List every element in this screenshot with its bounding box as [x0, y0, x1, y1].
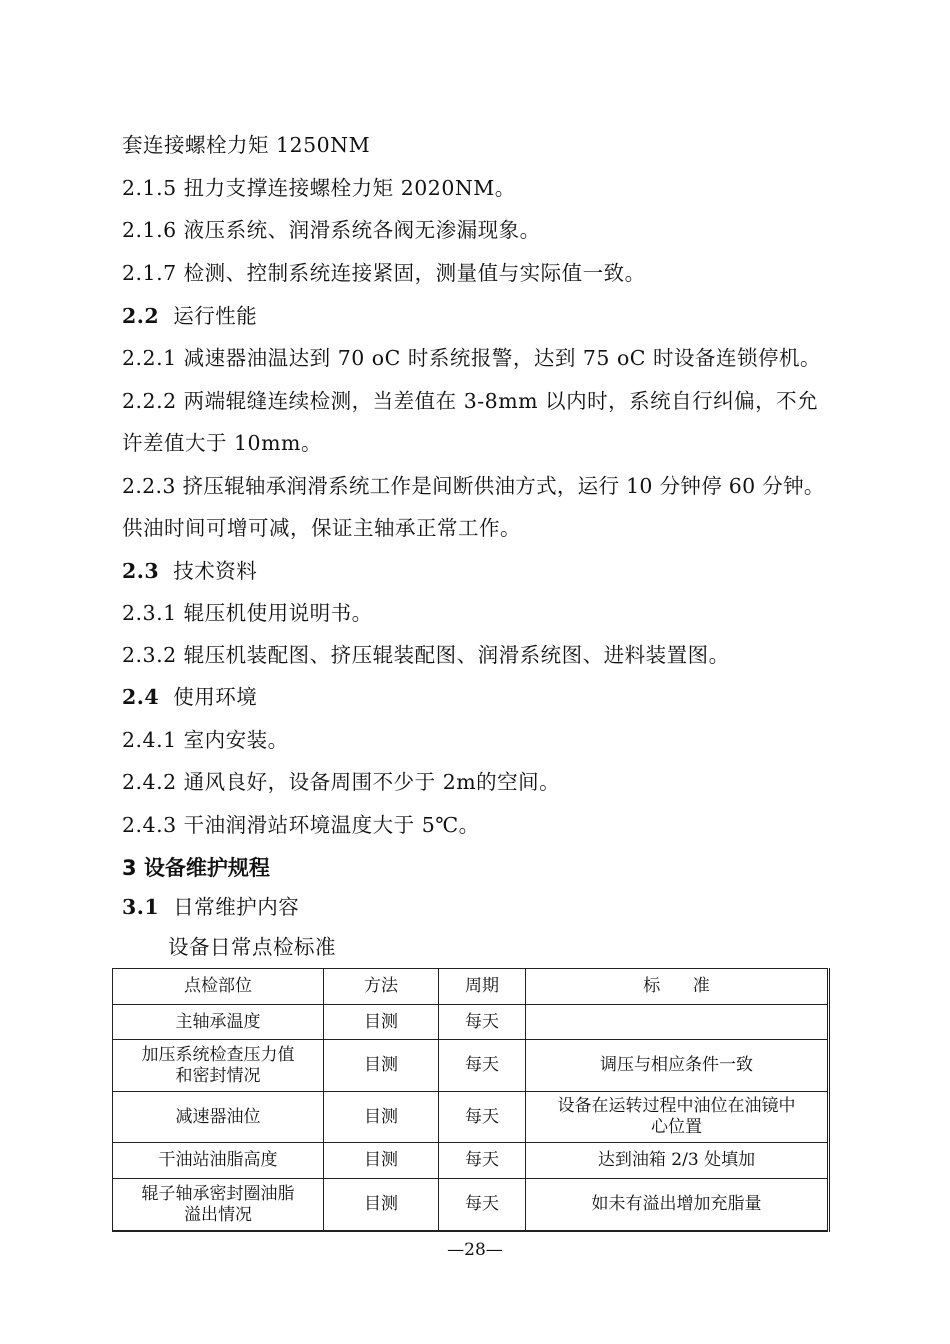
- table-cell: 调压与相应条件一致: [526, 1040, 829, 1092]
- table-row: [113, 1143, 829, 1179]
- section-number: 2.4: [122, 685, 160, 709]
- table-cell: 每天: [439, 1143, 526, 1179]
- section-heading-2-2: [122, 302, 257, 330]
- body-line: 2.1.7 检测、控制系统连接紧固，测量值与实际值一致。: [122, 261, 646, 285]
- section-number: 2.2: [122, 304, 160, 328]
- body-line: 供油时间可增可减，保证主轴承正常工作。: [122, 516, 521, 540]
- table-cell: 目测: [324, 1005, 439, 1040]
- table-cell: 目测: [324, 1092, 439, 1143]
- table-header-cell: 方法: [324, 969, 439, 1005]
- table-cell: 减速器油位: [113, 1092, 324, 1143]
- table-cell: 目测: [324, 1179, 439, 1232]
- table-cell: [526, 1005, 829, 1040]
- table-cell: 设备在运转过程中油位在油镜中 心位置: [526, 1092, 829, 1143]
- chapter-heading: 3 设备维护规程: [122, 856, 270, 880]
- table-cell: 主轴承温度: [113, 1005, 324, 1040]
- table-row: [113, 1040, 829, 1092]
- table-cell: 辊子轴承密封圈油脂 溢出情况: [113, 1179, 324, 1232]
- body-line: 2.1.5 扭力支撑连接螺栓力矩 2020NM。: [122, 176, 516, 200]
- body-line: 2.2.2 两端辊缝连续检测，当差值在 3-8mm 以内时，系统自行纠偏，不允: [122, 389, 819, 413]
- body-line: 套连接螺栓力矩 1250NM: [122, 133, 371, 157]
- table-cell: 达到油箱 2/3 处填加: [526, 1143, 829, 1179]
- table-cell: 每天: [439, 1179, 526, 1232]
- body-line: 2.1.6 液压系统、润滑系统各阀无渗漏现象。: [122, 218, 541, 242]
- table-cell: 如未有溢出增加充脂量: [526, 1179, 829, 1232]
- section-title: 技术资料: [173, 559, 258, 583]
- page-number: —28—: [447, 1240, 503, 1260]
- body-line: 2.4.2 通风良好，设备周围不少于 2m的空间。: [122, 770, 561, 794]
- table-cell: 加压系统检查压力值 和密封情况: [113, 1040, 324, 1092]
- section-title: 运行性能: [173, 304, 258, 328]
- table-cell: 干油站油脂高度: [113, 1143, 324, 1179]
- inspection-table: [112, 968, 830, 1232]
- table-row: [113, 1005, 829, 1040]
- table-cell: 每天: [439, 1005, 526, 1040]
- table-row: [113, 1092, 829, 1143]
- body-line: 2.2.1 减速器油温达到 70 oC 时系统报警，达到 75 oC 时设备连锁停机。: [122, 346, 821, 370]
- table-cell: 目测: [324, 1040, 439, 1092]
- body-line: 2.4.1 室内安装。: [122, 728, 289, 752]
- section-title: 使用环境: [173, 685, 258, 709]
- table-cell: 目测: [324, 1143, 439, 1179]
- section-title: 日常维护内容: [173, 895, 300, 919]
- body-line: 许差值大于 10mm。: [122, 431, 322, 455]
- section-heading-2-3: [122, 557, 257, 585]
- table-row: [113, 1179, 829, 1232]
- table-header-cell: 周期: [439, 969, 526, 1005]
- section-heading-3-1: [122, 893, 299, 921]
- table-cell: 每天: [439, 1092, 526, 1143]
- table-header-cell: 标 准: [526, 969, 829, 1005]
- body-line: 2.4.3 干油润滑站环境温度大于 5℃。: [122, 813, 480, 837]
- section-number: 3.1: [122, 895, 160, 919]
- table-header-row: [113, 969, 829, 1005]
- section-heading-2-4: [122, 683, 257, 711]
- table-header-cell: 点检部位: [113, 969, 324, 1005]
- body-line: 2.2.3 挤压辊轴承润滑系统工作是间断供油方式，运行 10 分钟停 60 分钟。: [122, 474, 825, 498]
- table-caption: 设备日常点检标准: [168, 935, 336, 959]
- body-line: 2.3.2 辊压机装配图、挤压辊装配图、润滑系统图、进料装置图。: [122, 643, 730, 667]
- body-line: 2.3.1 辊压机使用说明书。: [122, 601, 373, 625]
- section-number: 2.3: [122, 559, 160, 583]
- table-cell: 每天: [439, 1040, 526, 1092]
